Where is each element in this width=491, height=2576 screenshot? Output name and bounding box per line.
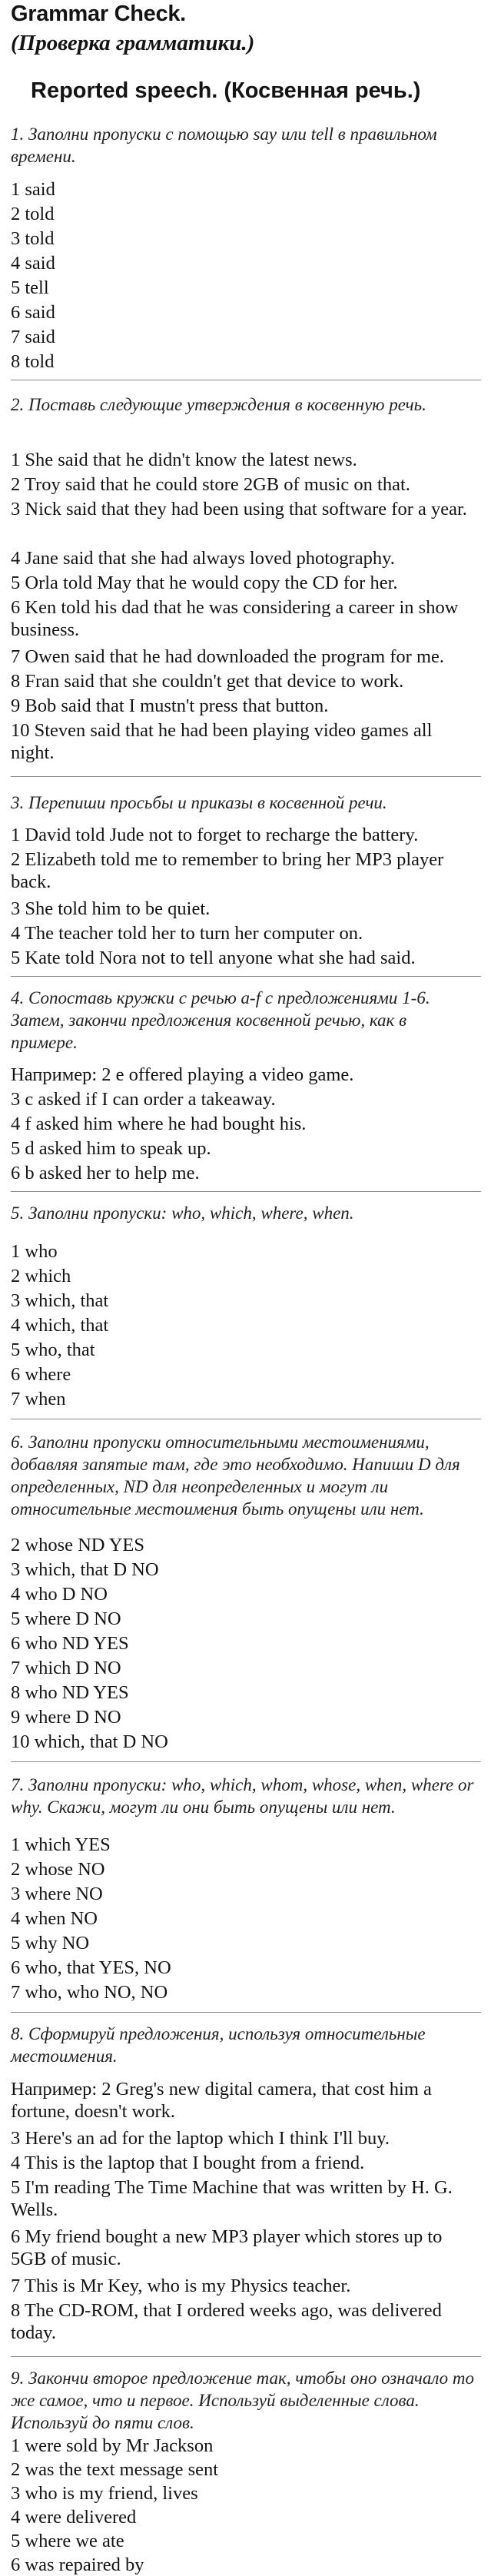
answer-line: 4 who D NO [11,1584,108,1605]
answer-line: 5 why NO [11,1933,90,1954]
answer-line: 2 told [11,204,55,224]
answer-line: 3 who is my friend, lives [11,2483,198,2504]
answer-line: 5 d asked him to speak up. [11,1138,211,1159]
answer-line: 1 She said that he didn't know the latest news. [11,450,357,470]
answer-line: 3 Here's an ad for the laptop which I think I'll buy. [11,2128,390,2149]
answer-line: 7 This is Mr Key, who is my Physics teacher. [11,2276,351,2296]
answer-line: 3 Nick said that they had been using that software for a year. [11,499,467,520]
answer-line: 3 which, that [11,1290,109,1311]
answer-line: 6 said [11,302,55,323]
task-7-instructions: 7. Заполни пропуски: who, which, whom, whose, when, where or why. Скажи, могут ли они быть опущены или нет. [11,1775,474,1817]
answer-line: 2 whose ND YES [11,1535,144,1555]
answer-line: 6 My friend bought a new MP3 player which stores up to 5GB of music. [11,2226,443,2269]
answer-line: 9 Bob said that I mustn't press that button. [11,695,329,716]
task-9-instructions: 9. Закончи второе предложение так, чтобы оно означало то же самое, что и первое. Используй выделенные слова. Используй до пяти слов. [11,2369,475,2432]
answer-line: 7 said [11,327,55,347]
answer-line: 4 which, that [11,1315,109,1336]
answer-line: 5 who, that [11,1339,95,1360]
answer-line: 3 where NO [11,1884,103,1904]
task-6-instructions: 6. Заполни пропуски относительными местоимениями, добавляя запятые там, где это необходимо. Напиши D для определенных, ND для неопределенных и могут ли относительные местоимения быть опущены или нет. [11,1432,460,1519]
answer-line: 10 Steven said that he had been playing video games all night. [11,720,433,763]
answer-line: 7 who, who NO, NO [11,1982,168,2003]
answer-line: 2 which [11,1266,71,1286]
answer-line: 7 which D NO [11,1658,121,1678]
answer-line: 5 tell [11,277,49,298]
answer-line: 8 Fran said that she couldn't get that device to work. [11,671,404,692]
answer-line: 2 whose NO [11,1859,105,1880]
answer-line: 5 where D NO [11,1608,121,1629]
divider [11,976,481,977]
answer-line: 4 were delivered [11,2507,137,2528]
answer-line: 3 She told him to be quiet. [11,898,211,919]
topic-heading: Reported speech. (Косвенная речь.) [31,78,421,103]
answer-line: 7 when [11,1389,66,1409]
answer-line: 2 Troy said that he could store 2GB of music on that. [11,474,410,495]
answer-line: 2 Elizabeth told me to remember to bring her MP3 player back. [11,849,444,892]
answer-line: 8 who ND YES [11,1682,129,1703]
answer-line: 5 Kate told Nora not to tell anyone what she had said. [11,948,416,968]
answer-line: 5 Orla told May that he would copy the CD for her. [11,573,398,593]
answer-line: 4 f asked him where he had bought his. [11,1114,307,1134]
answer-line: 9 where D NO [11,1707,121,1728]
answer-line: 4 Jane said that she had always loved photography. [11,548,395,569]
answer-line: 6 who, that YES, NO [11,1957,171,1978]
divider [11,2012,481,2013]
answer-line: 6 who ND YES [11,1633,129,1654]
answer-line: 4 when NO [11,1908,98,1929]
answer-line: 5 I'm reading The Time Machine that was written by H. G. Wells. [11,2177,453,2220]
answer-line: 7 Owen said that he had downloaded the program for me. [11,646,445,667]
task-1-instructions: 1. Заполни пропуски с помощью say или tell в правильном времени. [11,124,437,166]
task-5-instructions: 5. Заполни пропуски: who, which, where, when. [11,1203,354,1223]
answer-line: 6 where [11,1364,71,1385]
answer-line: 1 who [11,1241,58,1262]
answer-line: 2 was the text message sent [11,2459,219,2480]
divider [11,776,481,777]
task-8-instructions: 8. Сформируй предложения, используя относительные местоимения. [11,2024,426,2066]
answer-line: 5 where we ate [11,2531,124,2551]
answer-line: 4 This is the laptop that I bought from a friend. [11,2153,365,2173]
page-title: Grammar Check. [11,2,186,26]
answer-line: 1 which YES [11,1834,111,1855]
answer-line: 1 said [11,179,55,200]
answer-line: 4 said [11,253,55,274]
answer-line: 4 The teacher told her to turn her computer on. [11,923,363,944]
answer-line: 3 which, that D NO [11,1559,159,1580]
answer-line: 8 told [11,351,55,372]
answer-line: 1 David told Jude not to forget to recharge the battery. [11,825,419,845]
answer-line: 8 The CD-ROM, that I ordered weeks ago, was delivered today. [11,2300,442,2343]
answer-line: 6 was repaired by [11,2554,144,2575]
answer-line: 3 c asked if I can order a takeaway. [11,1089,276,1110]
divider [11,2356,481,2357]
answer-line: 1 were sold by Mr Jackson [11,2435,214,2456]
task-4-instructions: 4. Сопоставь кружки с речью a-f с предложениями 1-6. Затем, закончи предложения косвенной речью, как в примере. [11,988,430,1052]
answer-line: 6 Ken told his dad that he was considering a career in show business. [11,597,459,640]
answer-line: 6 b asked her to help me. [11,1163,200,1183]
divider [11,1761,481,1762]
answer-line: Например: 2 Greg's new digital camera, that cost him a fortune, doesn't work. [11,2079,432,2122]
page-subtitle: (Проверка грамматики.) [11,31,255,55]
answer-line: Например: 2 e offered playing a video game. [11,1064,354,1085]
task-3-instructions: 3. Перепиши просьбы и приказы в косвенной речи. [11,793,387,812]
task-2-instructions: 2. Поставь следующие утверждения в косвенную речь. [11,395,426,414]
divider [11,1191,481,1192]
answer-line: 3 told [11,228,55,249]
answer-line: 10 which, that D NO [11,1731,168,1752]
